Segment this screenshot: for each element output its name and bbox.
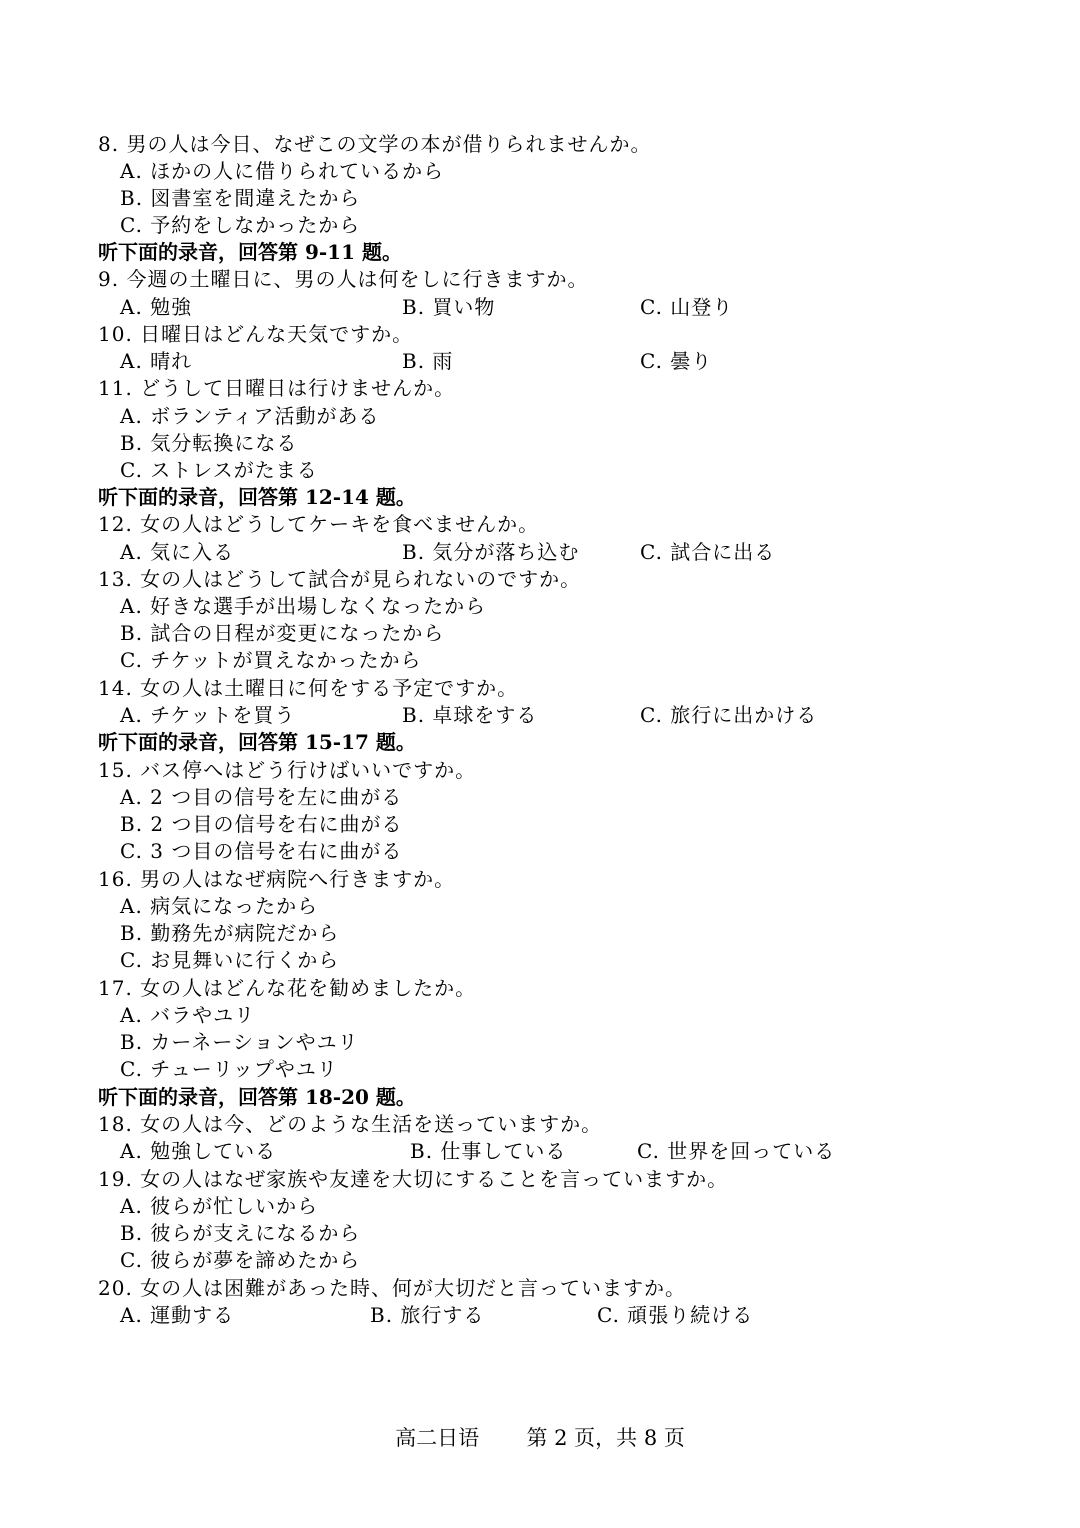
q9-option-c: C. 山登り — [640, 295, 734, 319]
q11-option-c: C. ストレスがたまる — [120, 458, 318, 482]
q14-option-c: C. 旅行に出かける — [640, 703, 818, 727]
q18-option-b: B. 仕事している — [410, 1139, 567, 1163]
q17-option-a: A. バラやユリ — [120, 1003, 256, 1027]
q18-option-c: C. 世界を回っている — [637, 1139, 836, 1163]
q10-option-a: A. 晴れ — [120, 349, 193, 373]
q10-option-c: C. 曇り — [640, 349, 713, 373]
q19-option-b: B. 彼らが支えになるから — [120, 1221, 361, 1245]
q11-option-a: A. ボランティア活動がある — [120, 404, 380, 428]
section-heading-12-14: 听下面的录音，回答第 12-14 题。 — [98, 485, 416, 509]
q15-option-a: A. 2 つ目の信号を左に曲がる — [120, 785, 403, 809]
q14-option-a: A. チケットを買う — [120, 703, 296, 727]
q9-option-b: B. 買い物 — [402, 295, 496, 319]
q9-option-a: A. 勉強 — [120, 295, 193, 319]
q20-option-b: B. 旅行する — [370, 1303, 485, 1327]
question-19: 19. 女の人はなぜ家族や友達を大切にすることを言っていますか。 — [98, 1167, 729, 1191]
q15-option-c: C. 3 つ目の信号を右に曲がる — [120, 839, 403, 863]
section-heading-18-20: 听下面的录音，回答第 18-20 题。 — [98, 1085, 416, 1109]
q8-option-a: A. ほかの人に借りられているから — [120, 159, 445, 183]
section-heading-9-11: 听下面的录音，回答第 9-11 题。 — [98, 240, 402, 264]
q17-option-b: B. カーネーションやユリ — [120, 1030, 359, 1054]
q20-option-c: C. 頑張り続ける — [597, 1303, 754, 1327]
q15-option-b: B. 2 つ目の信号を右に曲がる — [120, 812, 403, 836]
q19-option-a: A. 彼らが忙しいから — [120, 1194, 319, 1218]
q17-option-c: C. チューリップやユリ — [120, 1057, 338, 1081]
q12-option-a: A. 気に入る — [120, 540, 235, 564]
section-heading-15-17: 听下面的录音，回答第 15-17 题。 — [98, 730, 416, 754]
q11-option-b: B. 気分転換になる — [120, 431, 298, 455]
footer-page-number: 第 2 页，共 8 页 — [526, 1426, 685, 1450]
question-10: 10. 日曜日はどんな天気ですか。 — [98, 322, 414, 346]
question-13: 13. 女の人はどうして試合が見られないのですか。 — [98, 567, 582, 591]
q16-option-b: B. 勤務先が病院だから — [120, 921, 340, 945]
q12-option-c: C. 試合に出る — [640, 540, 776, 564]
q13-option-c: C. チケットが買えなかったから — [120, 648, 422, 672]
q8-option-b: B. 図書室を間違えたから — [120, 186, 361, 210]
question-20: 20. 女の人は困難があった時、何が大切だと言っていますか。 — [98, 1276, 686, 1300]
q13-option-b: B. 試合の日程が変更になったから — [120, 621, 445, 645]
q18-option-a: A. 勉強している — [120, 1139, 277, 1163]
question-15: 15. バス停へはどう行けばいいですか。 — [98, 758, 477, 782]
q16-option-a: A. 病気になったから — [120, 894, 319, 918]
q14-option-b: B. 卓球をする — [402, 703, 538, 727]
question-9: 9. 今週の土曜日に、男の人は何をしに行きますか。 — [98, 267, 589, 291]
page-footer — [0, 1424, 1080, 1452]
q10-option-b: B. 雨 — [402, 349, 454, 373]
footer-subject: 高二日语 — [395, 1426, 480, 1450]
question-17: 17. 女の人はどんな花を勧めましたか。 — [98, 976, 477, 1000]
q8-option-c: C. 予約をしなかったから — [120, 213, 361, 237]
question-11: 11. どうして日曜日は行けませんか。 — [98, 376, 456, 400]
q19-option-c: C. 彼らが夢を諦めたから — [120, 1248, 361, 1272]
question-8: 8. 男の人は今日、なぜこの文学の本が借りられませんか。 — [98, 132, 652, 156]
question-14: 14. 女の人は土曜日に何をする予定ですか。 — [98, 676, 519, 700]
question-12: 12. 女の人はどうしてケーキを食べませんか。 — [98, 512, 540, 536]
question-18: 18. 女の人は今、どのような生活を送っていますか。 — [98, 1112, 603, 1136]
q13-option-a: A. 好きな選手が出場しなくなったから — [120, 594, 487, 618]
q16-option-c: C. お見舞いに行くから — [120, 948, 340, 972]
q12-option-b: B. 気分が落ち込む — [402, 540, 580, 564]
q20-option-a: A. 運動する — [120, 1303, 235, 1327]
question-16: 16. 男の人はなぜ病院へ行きますか。 — [98, 867, 456, 891]
